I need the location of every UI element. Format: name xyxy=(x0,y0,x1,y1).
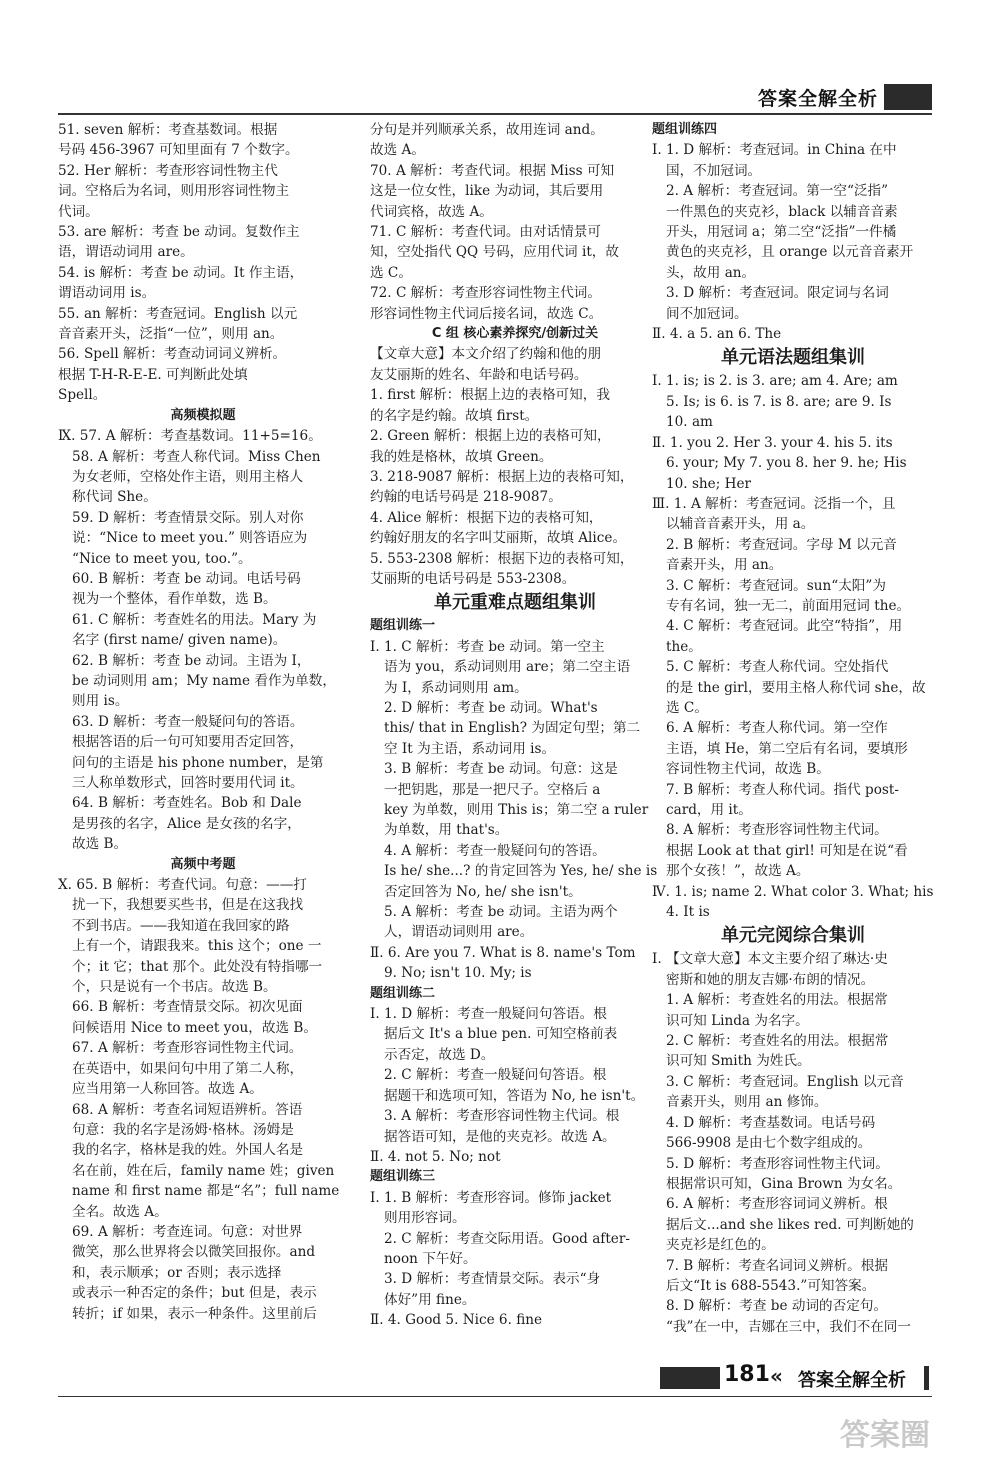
answer-line: 音音素开头，泛指“一位”，则用 an。 xyxy=(58,326,284,343)
section-heading: 题组训练一 xyxy=(370,618,436,634)
answer-line: 说：“Nice to meet you.” 则答语应为 xyxy=(72,530,308,547)
answer-line: 55. an 解析：考查冠词。English 以元 xyxy=(58,305,298,322)
answer-line: 那个女孩！”，故选 A。 xyxy=(666,863,810,880)
answer-line: 2. D 解析：考查 be 动词。What's xyxy=(384,699,598,716)
answer-line: 71. C 解析：考查代词。由对话情景可 xyxy=(370,224,601,241)
answer-line: 1. first 解析：根据上边的表格可知，我 xyxy=(370,387,610,404)
answer-line: 为单数，用 that's。 xyxy=(384,822,509,839)
answer-line: 【文章大意】本文介绍了约翰和他的朋 xyxy=(370,346,602,363)
answer-line: Ⅰ. 1. D 解析：考查冠词。in China 在中 xyxy=(652,142,897,159)
answer-line: 72. C 解析：考查形容词性物主代词。 xyxy=(370,285,601,302)
answer-line: 53. are 解析：考查 be 动词。复数作主 xyxy=(58,224,300,241)
answer-line: 示否定，故选 D。 xyxy=(384,1046,495,1063)
answer-line: 约翰的电话号码是 218-9087。 xyxy=(370,489,562,506)
section-heading: C 组 核心素养探究/创新过关 xyxy=(431,326,599,342)
answer-line: 4. It is xyxy=(666,904,710,921)
answer-line: 音素开头，用 an。 xyxy=(666,557,783,574)
answer-line: Is he/ she...? 的肯定回答为 Yes, he/ she is xyxy=(384,863,658,880)
answer-line: 句意：我的名字是汤姆·格林。汤姆是 xyxy=(72,1121,294,1138)
answer-line: 间不加冠词。 xyxy=(666,305,748,322)
answer-line: “我”在一中，吉娜在三中，我们不在同一 xyxy=(666,1318,911,1335)
answer-line: 后文“It is 688-5543.”可知答案。 xyxy=(666,1277,876,1294)
answer-line: Ⅱ. 1. you 2. Her 3. your 4. his 5. its xyxy=(652,434,893,451)
answer-line: 8. D 解析：考查 be 动词的否定句。 xyxy=(666,1298,888,1315)
answer-line: 66. B 解析：考查情景交际。初次见面 xyxy=(72,999,303,1016)
answer-line: 艾丽斯的电话号码是 553-2308。 xyxy=(370,570,576,587)
answer-line: 5. D 解析：考查形容词性物主代词。 xyxy=(666,1155,889,1172)
answer-line: Ⅰ. 1. D 解析：考查一般疑问句答语。根 xyxy=(370,1006,607,1023)
answer-line: 以辅音音素开头，用 a。 xyxy=(666,516,815,533)
answer-line: 是男孩的名字，Alice 是女孩的名字， xyxy=(72,815,301,832)
answer-line: 64. B 解析：考查姓名。Bob 和 Dale xyxy=(72,795,302,812)
answer-line: 3. 218-9087 解析：根据上边的表格可知， xyxy=(370,468,634,485)
answer-line: 头，故用 an。 xyxy=(666,264,756,281)
header-decor-block xyxy=(884,84,932,110)
answer-line: 我的姓是格林，故填 Green。 xyxy=(370,448,553,465)
answer-column-3 xyxy=(652,120,934,1337)
answer-line: 扰一下，我想要买些书，但是在这我找 xyxy=(72,897,304,914)
section-heading: 高频模拟题 xyxy=(170,407,236,423)
answer-line: 5. C 解析：考查人称代词。空处指代 xyxy=(666,659,889,676)
footer-divider xyxy=(58,1396,932,1397)
answer-line: 68. A 解析：考查名词短语辨析。答语 xyxy=(72,1101,303,1118)
answer-line: 据后文 It's a blue pen. 可知空格前表 xyxy=(384,1026,618,1043)
answer-line: Spell。 xyxy=(58,387,107,404)
answer-line: 2. C 解析：考查姓名的用法。根据常 xyxy=(666,1033,889,1050)
answer-line: 应当用第一人称回答。故选 A。 xyxy=(72,1081,263,1098)
answer-line: 全名。故选 A。 xyxy=(72,1203,168,1220)
answer-line: 语为 you，系动词则用 are；第二空主语 xyxy=(384,659,631,676)
answer-line: 则用 is。 xyxy=(72,693,129,710)
answer-line: 54. is 解析：考查 be 动词。It 作主语， xyxy=(58,264,304,281)
answer-line: Ⅰ. 1. B 解析：考查形容词。修饰 jacket xyxy=(370,1189,612,1206)
section-heading: 单元语法题组集训 xyxy=(721,347,865,369)
answer-line: 在英语中，如果问句中用了第二人称， xyxy=(72,1060,304,1077)
section-heading: 题组训练三 xyxy=(370,1169,436,1185)
answer-line: 分句是并列顺承关系，故用连词 and。 xyxy=(370,122,604,138)
answer-line: 人，谓语动词则用 are。 xyxy=(384,924,534,941)
answer-line: noon 下午好。 xyxy=(384,1250,477,1267)
answer-line: 10. am xyxy=(666,414,713,431)
page-footer xyxy=(0,1358,1000,1398)
answer-line: 6. your; My 7. you 8. her 9. he; His xyxy=(666,455,907,472)
answer-line: 9. No; isn't 10. My; is xyxy=(384,965,532,982)
answer-line: 微笑，那么世界将会以微笑回报你。and xyxy=(72,1244,316,1261)
answer-line: 名字 (first name/ given name)。 xyxy=(72,632,287,649)
answer-line: “Nice to meet you, too.”。 xyxy=(72,550,252,567)
answer-line: 专有名词，独一无二，前面用冠词 the。 xyxy=(666,597,911,614)
answer-line: Ⅰ. 【文章大意】本文主要介绍了琳达·史 xyxy=(652,951,888,968)
answer-line: 黄色的夹克衫，且 orange 以元音音素开 xyxy=(666,244,914,261)
answer-line: 7. B 解析：考查名词词义辨析。根据 xyxy=(666,1257,888,1274)
answer-line: 识可知 Smith 为姓氏。 xyxy=(666,1053,811,1070)
footer-title: 答案全解全析 xyxy=(798,1370,906,1391)
answer-line: 2. C 解析：考查交际用语。Good after- xyxy=(384,1230,630,1247)
answer-line: Ⅱ. 4. a 5. an 6. The xyxy=(652,326,782,343)
answer-line: 为 I，系动词则用 am。 xyxy=(384,679,528,696)
answer-line: 8. A 解析：考查形容词性物主代词。 xyxy=(666,822,888,839)
answer-line: 3. A 解析：考查形容词性物主代词。根 xyxy=(384,1108,620,1125)
section-heading: 单元重难点题组集训 xyxy=(434,592,596,614)
answer-line: 密斯和她的朋友吉娜·布朗的情况。 xyxy=(666,971,875,988)
answer-line: Ⅹ. 65. B 解析：考查代词。句意：——打 xyxy=(58,877,307,894)
answer-line: 4. C 解析：考查冠词。此空“特指”，用 xyxy=(666,618,903,635)
answer-line: 故选 B。 xyxy=(72,836,128,853)
answer-line: 根据 Look at that girl! 可知是在说“看 xyxy=(666,842,908,859)
answer-line: 上有一个，请跟我来。this 这个；one 一 xyxy=(72,938,322,955)
answer-line: 60. B 解析：考查 be 动词。电话号码 xyxy=(72,570,301,587)
answer-line: 容词性物主代词，故选 B。 xyxy=(666,761,830,778)
answer-line: 为女老师，空格处作主语，则用主格人 xyxy=(72,468,304,485)
answer-line: card，用 it。 xyxy=(666,802,752,818)
header-divider xyxy=(58,113,932,115)
answer-line: 故选 A。 xyxy=(370,142,425,159)
answer-line: 一件黑色的夹克衫，black 以辅音音素 xyxy=(666,203,898,220)
answer-line: 据后文...and she likes red. 可判断她的 xyxy=(666,1216,914,1233)
answer-line: 5. A 解析：考查 be 动词。主语为两个 xyxy=(384,904,618,921)
answer-line: 3. D 解析：考查冠词。限定词与名词 xyxy=(666,285,889,302)
section-heading: 高频中考题 xyxy=(170,856,236,872)
answer-line: Ⅲ. 1. A 解析：考查冠词。泛指一个，且 xyxy=(652,495,896,512)
answer-line: Ⅸ. 57. A 解析：考查基数词。11+5=16。 xyxy=(58,428,322,445)
answer-line: name 和 first name 都是“名”；full name xyxy=(72,1183,340,1200)
answer-line: 约翰好朋友的名字叫艾丽斯，故填 Alice。 xyxy=(370,530,626,547)
answer-line: Ⅱ. 4. Good 5. Nice 6. fine xyxy=(370,1312,543,1329)
answer-line: 这是一位女性，like 为动词，其后要用 xyxy=(370,183,604,200)
answer-line: Ⅰ. 1. is; is 2. is 3. are; am 4. Are; am xyxy=(652,373,898,390)
answer-line: 语，谓语动词用 are。 xyxy=(58,244,194,261)
answer-line: 一把钥匙，那是一把尺子。空格后 a xyxy=(384,781,601,798)
answer-line: 70. A 解析：考查代词。根据 Miss 可知 xyxy=(370,162,615,179)
answer-line: 61. C 解析：考查姓名的用法。Mary 为 xyxy=(72,611,317,628)
answer-line: 的是 the girl，要用主格人称代词 she，故 xyxy=(666,679,926,696)
answer-line: 据题干和选项可知，答语为 No, he isn't。 xyxy=(384,1087,645,1104)
answer-line: 2. A 解析：考查冠词。第一空“泛指” xyxy=(666,183,889,200)
answer-line: 夹克衫是红色的。 xyxy=(666,1237,775,1254)
answer-line: 63. D 解析：考查一般疑问句的答语。 xyxy=(72,713,304,730)
answer-line: 代词宾格，故选 A。 xyxy=(370,203,493,220)
answer-line: 和，表示顺承；or 否则；表示选择 xyxy=(72,1264,282,1281)
watermark: 答案圈 xyxy=(840,1418,930,1453)
answer-line: 6. A 解析：考查形容词词义辨析。根 xyxy=(666,1196,888,1213)
answer-line: 56. Spell 解析：考查动词词义辨析。 xyxy=(58,346,287,363)
answer-line: 3. B 解析：考查 be 动词。句意：这是 xyxy=(384,761,618,778)
answer-line: 号码 456-3967 可知里面有 7 个数字。 xyxy=(58,142,299,159)
answer-line: 5. 553-2308 解析：根据下边的表格可知， xyxy=(370,550,634,567)
answer-line: 根据答语的后一句可知要用否定回答， xyxy=(72,734,304,751)
section-heading: 题组训练四 xyxy=(652,122,718,137)
answer-line: 2. C 解析：考查一般疑问句答语。根 xyxy=(384,1067,607,1084)
answer-line: 59. D 解析：考查情景交际。别人对你 xyxy=(72,509,304,526)
answer-line: the。 xyxy=(666,638,702,655)
answer-line: 词。空格后为名词，则用形容词性物主 xyxy=(58,183,290,200)
answer-line: 51. seven 解析：考查基数词。根据 xyxy=(58,122,278,138)
answer-column-2 xyxy=(370,120,660,1331)
answer-line: Ⅱ. 4. not 5. No; not xyxy=(370,1148,501,1165)
answer-line: 称代词 She。 xyxy=(72,489,157,506)
answer-line: 7. B 解析：考查人称代词。指代 post- xyxy=(666,781,899,798)
footer-decor-block xyxy=(660,1367,720,1389)
answer-line: 国，不加冠词。 xyxy=(666,162,762,179)
answer-line: 据答语可知，是他的夹克衫。故选 A。 xyxy=(384,1128,616,1145)
answer-line: 形容词性物主代词后接名词，故选 C。 xyxy=(370,305,603,322)
answer-line: 根据 T-H-R-E-E. 可判断此处填 xyxy=(58,366,248,383)
section-heading: 单元完阅综合集训 xyxy=(721,925,865,947)
answer-line: key 为单数，则用 This is；第二空 a ruler xyxy=(384,802,649,818)
answer-line: 5. Is; is 6. is 7. is 8. are; are 9. Is xyxy=(666,393,892,410)
answer-line: be 动词则用 am；My name 看作为单数， xyxy=(72,672,336,689)
answer-line: 体好”用 fine。 xyxy=(384,1291,476,1308)
answer-line: 4. A 解析：考查一般疑问句的答语。 xyxy=(384,842,606,859)
answer-line: 6. A 解析：考查人称代词。第一空作 xyxy=(666,720,888,737)
answer-line: 问句的主语是 his phone number，是第 xyxy=(72,754,324,771)
answer-line: 个；it 它；that 那个。此处没有特指哪一 xyxy=(72,958,323,975)
answer-line: 选 C。 xyxy=(370,264,412,281)
answer-line: 58. A 解析：考查人称代词。Miss Chen xyxy=(72,448,321,465)
answer-column-1 xyxy=(58,120,348,1324)
answer-line: 问候语用 Nice to meet you，故选 B。 xyxy=(72,1019,317,1036)
page-header xyxy=(0,78,1000,112)
answer-line: 4. Alice 解析：根据下边的表格可知， xyxy=(370,509,603,526)
answer-line: 音素开头，则用 an 修饰。 xyxy=(666,1094,828,1111)
page-number: 181 xyxy=(724,1362,770,1387)
answer-line: Ⅱ. 6. Are you 7. What is 8. name's Tom xyxy=(370,944,636,961)
footer-decor-bar xyxy=(924,1366,929,1390)
answer-line: 友艾丽斯的姓名、年龄和电话号码。 xyxy=(370,366,588,383)
answer-line: 根据常识可知，Gina Brown 为女名。 xyxy=(666,1175,902,1192)
answer-line: 谓语动词用 is。 xyxy=(58,285,156,302)
answer-line: 566-9908 是由七个数字组成的。 xyxy=(666,1135,872,1152)
section-heading: 题组训练二 xyxy=(370,985,436,1001)
header-title: 答案全解全析 xyxy=(757,88,878,110)
answer-line: 52. Her 解析：考查形容词性物主代 xyxy=(58,162,278,179)
answer-line: 69. A 解析：考查连词。句意：对世界 xyxy=(72,1223,303,1240)
answer-line: 个，只是说有一个书店。故选 B。 xyxy=(72,979,277,996)
answer-line: 2. Green 解析：根据上边的表格可知， xyxy=(370,428,611,445)
answer-line: Ⅳ. 1. is; name 2. What color 3. What; his xyxy=(652,883,934,900)
answer-line: 的名字是约翰。故填 first。 xyxy=(370,407,539,424)
answer-line: 选 C。 xyxy=(666,699,708,716)
answer-line: 否定回答为 No, he/ she isn't。 xyxy=(384,883,582,900)
answer-line: 3. C 解析：考查冠词。English 以元音 xyxy=(666,1073,904,1090)
answer-line: 名在前，姓在后，family name 姓；given xyxy=(72,1162,335,1179)
answer-line: 4. D 解析：考查基数词。电话号码 xyxy=(666,1114,876,1131)
answer-line: 1. A 解析：考查姓名的用法。根据常 xyxy=(666,992,888,1009)
answer-line: 代词。 xyxy=(58,203,99,220)
answer-line: 空 It 为主语，系动词用 is。 xyxy=(384,740,556,757)
answer-line: 我的名字，格林是我的姓。外国人名是 xyxy=(72,1142,304,1159)
double-chevron-left-icon: « xyxy=(770,1364,783,1388)
answer-line: 62. B 解析：考查 be 动词。主语为 I， xyxy=(72,652,311,669)
answer-line: this/ that in English? 为固定句型；第二 xyxy=(384,720,641,737)
answer-line: Ⅰ. 1. C 解析：考查 be 动词。第一空主 xyxy=(370,638,605,655)
answer-line: 则用形容词。 xyxy=(384,1210,466,1227)
answer-line: 识可知 Linda 为名字。 xyxy=(666,1012,809,1029)
answer-line: 知，空处指代 QQ 号码，应用代词 it，故 xyxy=(370,244,619,261)
answer-line: 视为一个整体，看作单数，选 B。 xyxy=(72,591,277,608)
answer-line: 3. D 解析：考查情景交际。表示“身 xyxy=(384,1271,601,1288)
answer-line: 67. A 解析：考查形容词性物主代词。 xyxy=(72,1040,303,1057)
answer-line: 或表示一种否定的条件；but 但是，表示 xyxy=(72,1285,317,1302)
answer-line: 三人称单数形式，回答时要用代词 it。 xyxy=(72,775,304,791)
answer-line: 转折；if 如果，表示一种条件。这里前后 xyxy=(72,1305,317,1322)
answer-line: 10. she; Her xyxy=(666,475,752,492)
answer-line: 2. B 解析：考查冠词。字母 M 以元音 xyxy=(666,536,897,553)
answer-line: 3. C 解析：考查冠词。sun“太阳”为 xyxy=(666,577,886,594)
answer-line: 开头，用冠词 a；第二空“泛指”一件橘 xyxy=(666,224,897,241)
answer-line: 不到书店。——我知道在我回家的路 xyxy=(72,917,290,934)
answer-line: 主语，填 He，第二空后有名词，要填形 xyxy=(666,740,908,757)
